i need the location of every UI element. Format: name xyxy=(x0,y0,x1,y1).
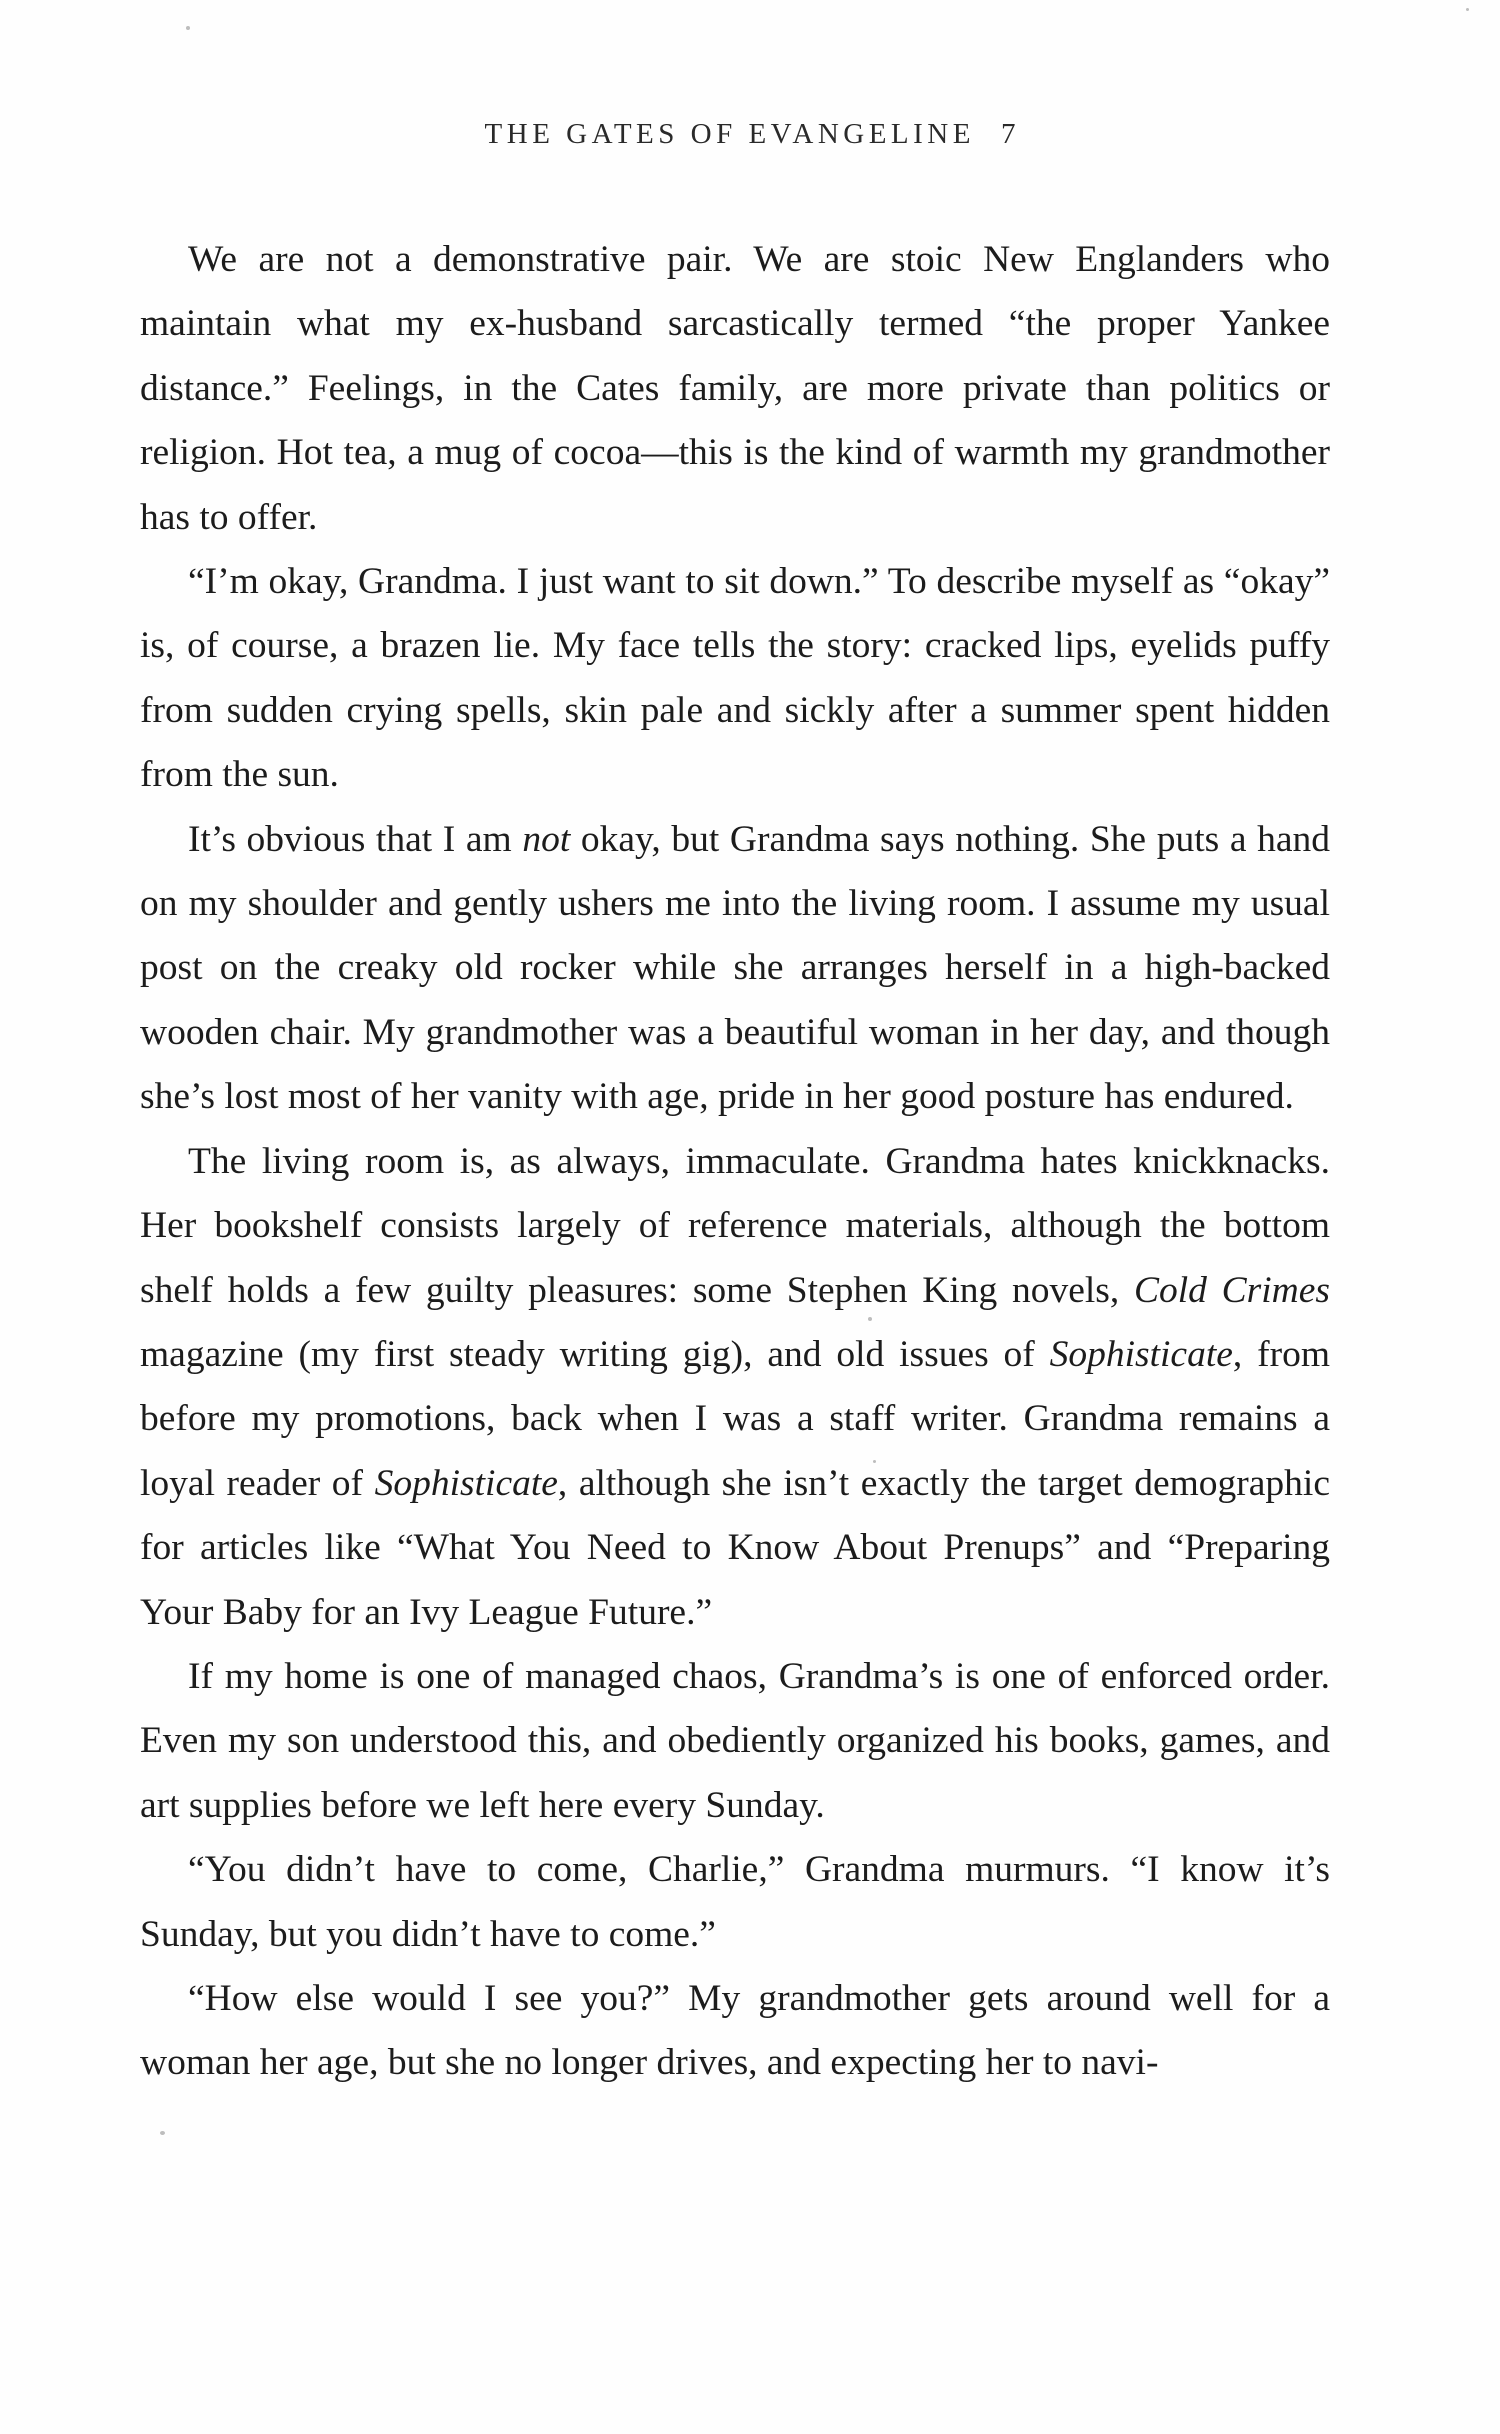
text-run: , from before my promotions, back when I was a staff writer. Grandma remains a loyal reader of xyxy=(140,1333,1330,1504)
text-run: , although she isn’t exactly the target demographic for articles like “What You Need to Know About Prenups” and “Preparing Your Baby for an Ivy League Future.” xyxy=(140,1462,1330,1633)
paragraph xyxy=(140,228,1330,550)
text-run: We are not a demonstrative pair. We are stoic New Englanders who maintain what my ex-husband sarcastically termed “the proper Yankee distance.” Feelings, in the Cates family, are more private than politics or religion. Hot tea, a mug of cocoa—this is the kind of warmth my grandmother has to offer. xyxy=(140,239,1330,538)
scan-speck xyxy=(873,1460,876,1463)
paragraph xyxy=(140,1967,1330,2096)
text-run: “I’m okay, Grandma. I just want to sit down.” To describe myself as “okay” is, of course, a brazen lie. My face tells the story: cracked lips, eyelids puffy from sudden crying spells, skin pale and sickly after a summer spent hidden from the sun. xyxy=(140,561,1330,796)
scan-speck xyxy=(1466,8,1469,11)
text-run: magazine (my first steady writing gig), and old issues of xyxy=(140,1333,1050,1375)
scan-speck xyxy=(868,1317,872,1321)
text-run: “You didn’t have to come, Charlie,” Grandma murmurs. “I know it’s Sunday, but you didn’t have to come.” xyxy=(140,1849,1330,1955)
italic-title: Sophisticate xyxy=(1049,1333,1233,1375)
text-run: The living room is, as always, immaculate. Grandma hates knickknacks. Her bookshelf consists largely of reference materials, although the bottom shelf holds a few guilty pleasures: some Stephen King novels, xyxy=(140,1140,1330,1311)
text-run: okay, but Grandma says nothing. She puts a hand on my shoulder and gently ushers me into the living room. I assume my usual post on the creaky old rocker while she arranges herself in a high-backed wooden chair. My grandmother was a beautiful woman in her day, and though she’s lost most of her vanity with age, pride in her good posture has endured. xyxy=(140,818,1331,1118)
paragraph xyxy=(140,1645,1330,1838)
text-run: “How else would I see you?” My grandmother gets around well for a woman her age, but she no longer drives, and expecting her to navi- xyxy=(140,1977,1330,2084)
italic-title: not xyxy=(522,818,571,860)
paragraph xyxy=(140,808,1330,1130)
scan-speck xyxy=(186,26,190,30)
page-number: 7 xyxy=(1000,118,1016,150)
paragraph xyxy=(140,1838,1330,1967)
paragraph xyxy=(140,550,1330,808)
scan-speck xyxy=(160,2131,165,2135)
running-head xyxy=(0,118,1500,151)
paragraph xyxy=(140,1130,1330,1645)
italic-title: Cold Crimes xyxy=(1134,1269,1331,1311)
running-title: THE GATES OF EVANGELINE xyxy=(484,118,975,150)
text-run: If my home is one of managed chaos, Grandma’s is one of enforced order. Even my son understood this, and obediently organized his books, games, and art supplies before we left here every Sunday. xyxy=(140,1655,1330,1826)
body-text xyxy=(140,228,1330,2096)
italic-title: Sophisticate xyxy=(374,1462,558,1504)
text-run: It’s obvious that I am xyxy=(188,818,523,860)
